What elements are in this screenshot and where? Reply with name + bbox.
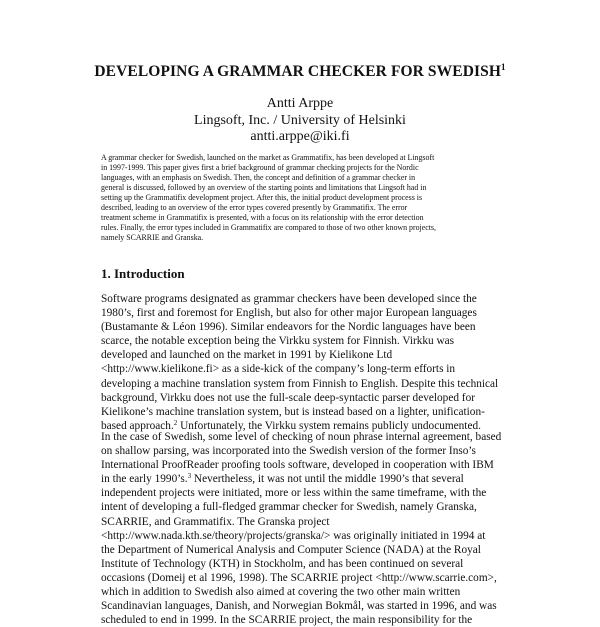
line-text: the Department of Numerical Analysis and Computer Science (NADA) at the Royal [101, 543, 481, 556]
abstract-line: setting up the Grammatifix development project. After this, the initial product development process is [101, 193, 423, 202]
paragraph-line [101, 292, 511, 306]
line-text: Software programs designated as grammar checkers have been developed since the [101, 293, 477, 305]
paragraph-line [101, 557, 511, 571]
introduction-paragraph-2 [101, 430, 511, 627]
line-text: <http://www.nada.kth.se/theory/projects/granska/> was originally initiated in 1994 at [101, 529, 486, 542]
paragraph-line [101, 320, 511, 334]
line-text: independent projects were initiated, more or less within the same timeframe, with the [101, 487, 487, 500]
abstract-line: languages, with an emphasis on Swedish. Then, the concept and definition of a grammar checker in [101, 173, 416, 182]
abstract [101, 153, 501, 243]
line-text: In the case of Swedish, some level of checking of noun phrase internal agreement, based [101, 431, 502, 443]
line-text: which in addition to Swedish also aimed at covering the two other main written [101, 586, 461, 599]
abstract-line: described, leading to an overview of the error types covered presently by Grammatifix. The error [101, 203, 408, 212]
line-text: in the early 1990’s. [101, 473, 188, 486]
paragraph-line [101, 306, 511, 320]
abstract-line: in 1997-1999. This paper gives first a brief background of grammar checking projects for the Nordic [101, 163, 419, 172]
paragraph-line [101, 362, 511, 376]
line-text-continued: Unfortunately, the Virkku system remains publicly undocumented. [177, 419, 481, 432]
abstract-line: general is discussed, followed by an overview of the starting points and limitations that Lingsoft had in [101, 183, 427, 192]
paragraph-line [101, 348, 511, 362]
line-text: developing a machine translation system from Finnish to English. Despite this technical [101, 377, 499, 390]
paragraph-line [101, 500, 511, 514]
abstract-line: namely SCARRIE and Granska. [101, 233, 204, 242]
paragraph-line [101, 472, 511, 486]
paragraph-line [101, 486, 511, 500]
paragraph-line [101, 444, 511, 458]
paragraph-line [101, 571, 511, 585]
paragraph-line [101, 334, 511, 348]
line-text: Scandinavian languages, Danish, and Norwegian Bokmål, was started in 1996, and was [101, 600, 497, 613]
abstract-line: A grammar checker for Swedish, launched on the market as Grammatifix, has been developed at Lingsoft [101, 153, 435, 162]
paragraph-line [101, 377, 511, 391]
line-text: occasions (Domeij et al 1996, 1998). The SCARRIE project <http://www.scarrie.com>, [101, 571, 497, 584]
abstract-line: treatment scheme in Grammatifix is presented, with a focus on its relationship with the error detection [101, 213, 424, 222]
author-block [0, 96, 600, 146]
paragraph-line [101, 458, 511, 472]
author-email: antti.arppe@iki.fi [250, 129, 350, 144]
abstract-line: rules. Finally, the error types included in Grammatifix are compared to those of two other known projects, [101, 223, 436, 232]
author-affiliation: Lingsoft, Inc. / University of Helsinki [194, 112, 406, 128]
line-text: International ProofReader proofing tools software, developed in cooperation with IBM [101, 459, 494, 472]
paragraph-line [101, 543, 511, 557]
footnote-marker: 2 [173, 418, 178, 427]
line-text: SCARRIE, and Grammatifix. The Granska project [101, 515, 330, 528]
paper-title [0, 63, 600, 81]
title-footnote-marker: 1 [501, 62, 506, 72]
paragraph-line [101, 529, 511, 543]
footnote-marker: 3 [187, 472, 192, 481]
line-text: scheduled to end in 1999. In the SCARRIE project, the main responsibility for the [101, 614, 473, 627]
line-text: intent of developing a full-fledged grammar checker for Swedish, namely Granska, [101, 501, 477, 514]
paragraph-line [101, 613, 511, 627]
author-name: Antti Arppe [266, 96, 334, 111]
paper-title-text: DEVELOPING A GRAMMAR CHECKER FOR SWEDISH [94, 63, 501, 80]
paragraph-line [101, 391, 511, 405]
line-text: (Bustamante & Léon 1996). Similar endeavors for the Nordic languages have been [101, 321, 476, 334]
paragraph-line [101, 599, 511, 613]
line-text: Institute of Technology (KTH) in Stockholm, and has been continued on several [101, 557, 464, 570]
line-text-continued: Nevertheless, it was not until the middle 1990’s that several [191, 473, 464, 486]
section-heading-introduction: 1. Introduction [101, 266, 185, 281]
line-text: Kielikone’s machine translation system, but is instead based on a lighter, unification- [101, 405, 485, 418]
line-text: based approach. [101, 419, 174, 432]
line-text: <http://www.kielikone.fi> as a side-kick of the company’s long-term efforts in [101, 363, 456, 376]
line-text: 1980’s, first and foremost for English, but also for other major European languages [101, 307, 477, 320]
line-text: developed and launched on the market in 1991 by Kielikone Ltd [101, 349, 393, 362]
paragraph-line [101, 585, 511, 599]
line-text: background, Virkku does not use the full-scale deep-syntactic parser developed for [101, 391, 475, 404]
line-text: on shallow parsing, was incorporated into the Swedish version of the former Inso’s [101, 445, 476, 458]
paragraph-line [101, 430, 511, 444]
paragraph-line [101, 405, 511, 419]
line-text: scarce, the notable exception being the Virkku system for Finnish. Virkku was [101, 335, 455, 348]
introduction-paragraph-1 [101, 292, 511, 433]
paragraph-line [101, 515, 511, 529]
